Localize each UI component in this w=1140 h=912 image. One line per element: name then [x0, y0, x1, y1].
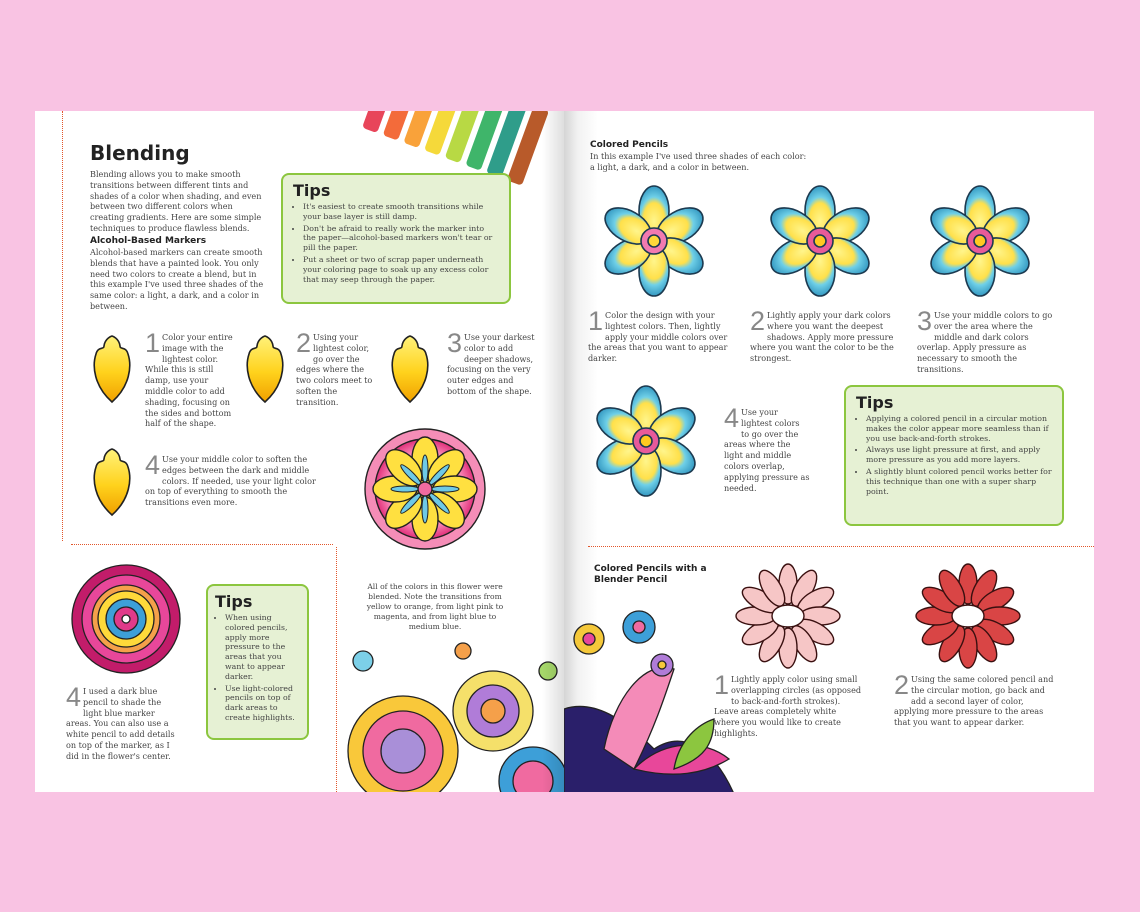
- dotted-border: [71, 544, 333, 545]
- petal-illustration-2: [245, 336, 285, 406]
- markers-intro: Alcohol-based markers can create smooth blends that have a painted look. You only need two colors to create a blend, but in this example I've used three shades of the same color: a light, a dark, and a color in between.: [90, 247, 264, 311]
- tip-item: • A slightly blunt colored pencil works better for this technique than one with a super sharp point.: [866, 467, 1052, 496]
- dotted-border: [336, 547, 337, 792]
- step-text: Lightly apply color using small overlapping circles (as opposed to back-and-forth strokes). Leave areas completely white where you would like to create highlights.: [714, 674, 862, 738]
- pencil-step-4: [66, 682, 176, 762]
- left-page: [35, 111, 564, 792]
- tips-box-markers: [281, 173, 511, 304]
- marker-step-1: [145, 328, 237, 429]
- tip-item: • Don't be afraid to really work the marker into the paper—alcohol-based markers won't tear or pill the paper.: [303, 224, 499, 253]
- step-number: 2: [894, 670, 910, 700]
- tip-item: • Put a sheet or two of scrap paper underneath your coloring page to soak up any excess color that may seep through the paper.: [303, 255, 499, 284]
- tip-item: • It's easiest to create smooth transitions while your base layer is still damp.: [303, 202, 499, 222]
- step-text: Use your darkest color to add deeper shadows, focusing on the very outer edges and bottom of the shape.: [447, 332, 535, 396]
- step-text: I used a dark blue pencil to shade the light blue marker areas. You can also use a white pencil to add details on top of the marker, as I did in the flower's center.: [66, 686, 175, 761]
- marker-step-4: [145, 450, 317, 508]
- pencil-step-4b: [724, 403, 810, 493]
- pencil-step-1: [588, 306, 730, 364]
- dotted-border: [62, 111, 63, 541]
- red-flower-step-1: [732, 566, 844, 678]
- tip-item: • When using colored pencils, apply more pressure to the areas that you want to appear darker.: [225, 613, 300, 682]
- swirl-illustration: [343, 631, 563, 792]
- step-text: Use your middle color to soften the edges between the dark and middle colors. If needed, use your light color on top of everything to smooth the transitions even more.: [145, 454, 316, 508]
- step-text: Use your middle colors to go over the area where the middle and dark colors overlap. Apply pressure as necessary to smooth the transitions.: [917, 310, 1053, 374]
- tips-title: Tips: [856, 393, 894, 412]
- tips-box-colored-pencils: [844, 385, 1064, 526]
- pencil-step-2: [750, 306, 900, 364]
- step-number: 2: [296, 328, 312, 358]
- petal-illustration-1: [92, 336, 132, 406]
- colored-pencils-heading: Colored Pencils: [590, 140, 669, 150]
- marker-step-3: [447, 328, 539, 397]
- blue-flower-step-1: [598, 185, 710, 297]
- petal-illustration-3: [390, 336, 430, 406]
- floral-illustration: [564, 599, 734, 792]
- tip-item: • Applying a colored pencil in a circular motion makes the color appear more seamless than if you use back-and-forth strokes.: [866, 414, 1052, 443]
- step-text: Color the design with your lightest colors. Then, lightly apply your middle colors over the areas that you want to appear darker.: [588, 310, 728, 364]
- blender-step-1: [714, 670, 864, 739]
- step-number: 4: [145, 450, 161, 480]
- page-title: Blending: [90, 141, 190, 165]
- blue-flower-step-4: [590, 385, 702, 497]
- step-text: Using the same colored pencil and the circular motion, go back and add a second layer of color, applying more pressure to the areas that you want to appear darker.: [894, 674, 1054, 728]
- markers-heading: Alcohol-Based Markers: [90, 236, 207, 246]
- step-text: Lightly apply your dark colors where you want the deepest shadows. Apply more pressure where you want the color to be the strongest.: [750, 310, 894, 364]
- step-text: Using your lightest color, go over the edges where the two colors meet to soften the transition.: [296, 332, 373, 407]
- marker-step-2: [296, 328, 381, 408]
- step-text: Use your lightest colors to go over the areas where the light and middle colors overlap, applying pressure as needed.: [724, 407, 810, 493]
- step-text: Color your entire image with the lightest color. While this is still damp, use your middle color to add shading, focusing on the sides and bottom half of the shape.: [145, 332, 233, 429]
- right-page: [564, 111, 1094, 792]
- step-number: 4: [66, 682, 82, 712]
- blended-flower-illustration: [355, 419, 495, 559]
- blue-flower-step-2: [764, 185, 876, 297]
- step-number: 4: [724, 403, 740, 433]
- tips-title: Tips: [293, 181, 331, 200]
- step-number: 1: [145, 328, 161, 358]
- colored-pencils-intro: In this example I've used three shades of each color: a light, a dark, and a color in between.: [590, 151, 807, 172]
- blue-flower-step-3: [924, 185, 1036, 297]
- dotted-border: [588, 546, 1094, 547]
- blender-heading: Colored Pencils with a Blender Pencil: [594, 564, 707, 585]
- step-number: 3: [447, 328, 463, 358]
- tip-item: • Use light-colored pencils on top of dark areas to create highlights.: [225, 684, 300, 723]
- red-flower-step-2: [912, 566, 1024, 678]
- step-number: 1: [714, 670, 730, 700]
- intro-text: Blending allows you to make smooth transitions between different tints and shades of a color when shading, and even between two different colors when creating gradients. Here are some simple techniques to produce flawless blends.: [90, 169, 262, 233]
- step-number: 2: [750, 306, 766, 336]
- step-number: 1: [588, 306, 604, 336]
- blender-step-2: [894, 670, 1054, 728]
- pink-flower-illustration: [70, 563, 182, 675]
- pencil-step-3: [917, 306, 1063, 375]
- tips-box-pencils: [206, 584, 309, 740]
- flower-caption: All of the colors in this flower were blended. Note the transitions from yellow to orange, from light pink to magenta, and from light blue to medium blue.: [366, 582, 504, 631]
- tip-item: • Always use light pressure at first, and apply more pressure as you add more layers.: [866, 445, 1052, 465]
- tips-title: Tips: [215, 592, 253, 611]
- step-number: 3: [917, 306, 933, 336]
- petal-illustration-4: [92, 449, 132, 519]
